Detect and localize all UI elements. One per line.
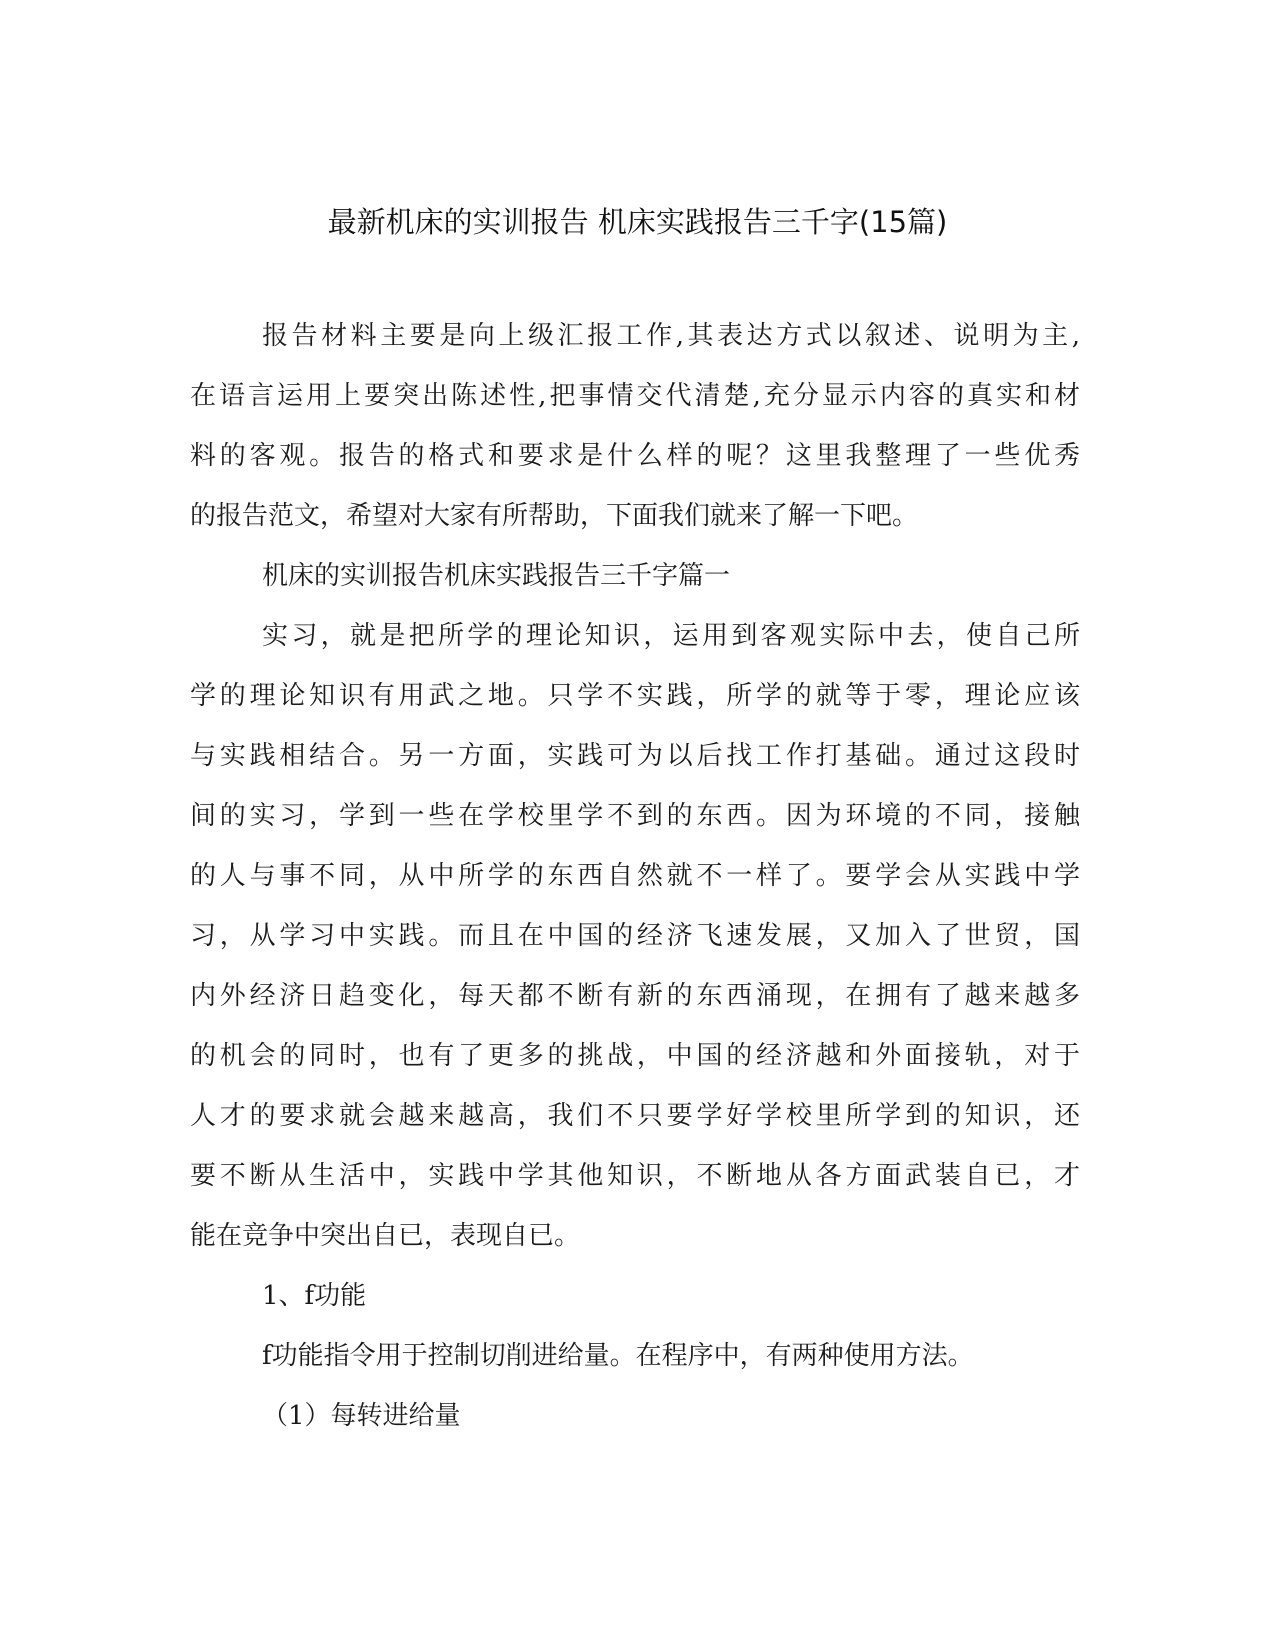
paragraph-line: 与实践相结合。另一方面，实践可为以后找工作打基础。通过这段时 (190, 741, 1080, 771)
paragraph-line: 的机会的同时，也有了更多的挑战，中国的经济越和外面接轨，对于 (190, 1041, 1080, 1071)
paragraph-line: 间的实习，学到一些在学校里学不到的东西。因为环境的不同，接触 (190, 801, 1080, 831)
paragraph-line: 内外经济日趋变化，每天都不断有新的东西涌现，在拥有了越来越多 (190, 981, 1080, 1011)
paragraph-line: f功能指令用于控制切削进给量。在程序中，有两种使用方法。 (262, 1341, 974, 1371)
paragraph-line: 要不断从生活中，实践中学其他知识，不断地从各方面武装自已，才 (190, 1161, 1080, 1191)
paragraph-line: 报告材料主要是向上级汇报工作,其表达方式以叙述、说明为主, (262, 321, 1080, 351)
paragraph-line: 实习，就是把所学的理论知识，运用到客观实际中去，使自己所 (262, 621, 1080, 651)
paragraph-line: 学的理论知识有用武之地。只学不实践，所学的就等于零，理论应该 (190, 681, 1080, 711)
paragraph-line: 的人与事不同，从中所学的东西自然就不一样了。要学会从实践中学 (190, 861, 1080, 891)
paragraph-line: 人才的要求就会越来越高，我们不只要学好学校里所学到的知识，还 (190, 1101, 1080, 1131)
section-heading: 机床的实训报告机床实践报告三千字篇一 (262, 561, 731, 591)
document-title: 最新机床的实训报告 机床实践报告三千字(15篇) (327, 205, 948, 239)
sub-item-heading: （1）每转进给量 (262, 1401, 461, 1431)
paragraph-line: 的报告范文，希望对大家有所帮助，下面我们就来了解一下吧。 (190, 501, 919, 531)
list-item-heading: 1、f功能 (262, 1281, 367, 1311)
paragraph-line: 在语言运用上要突出陈述性,把事情交代清楚,充分显示内容的真实和材 (190, 381, 1080, 411)
paragraph-line: 能在竞争中突出自已，表现自已。 (190, 1221, 581, 1251)
paragraph-line: 习，从学习中实践。而且在中国的经济飞速发展，又加入了世贸，国 (190, 921, 1080, 951)
paragraph-line: 料的客观。报告的格式和要求是什么样的呢？这里我整理了一些优秀 (190, 441, 1080, 471)
